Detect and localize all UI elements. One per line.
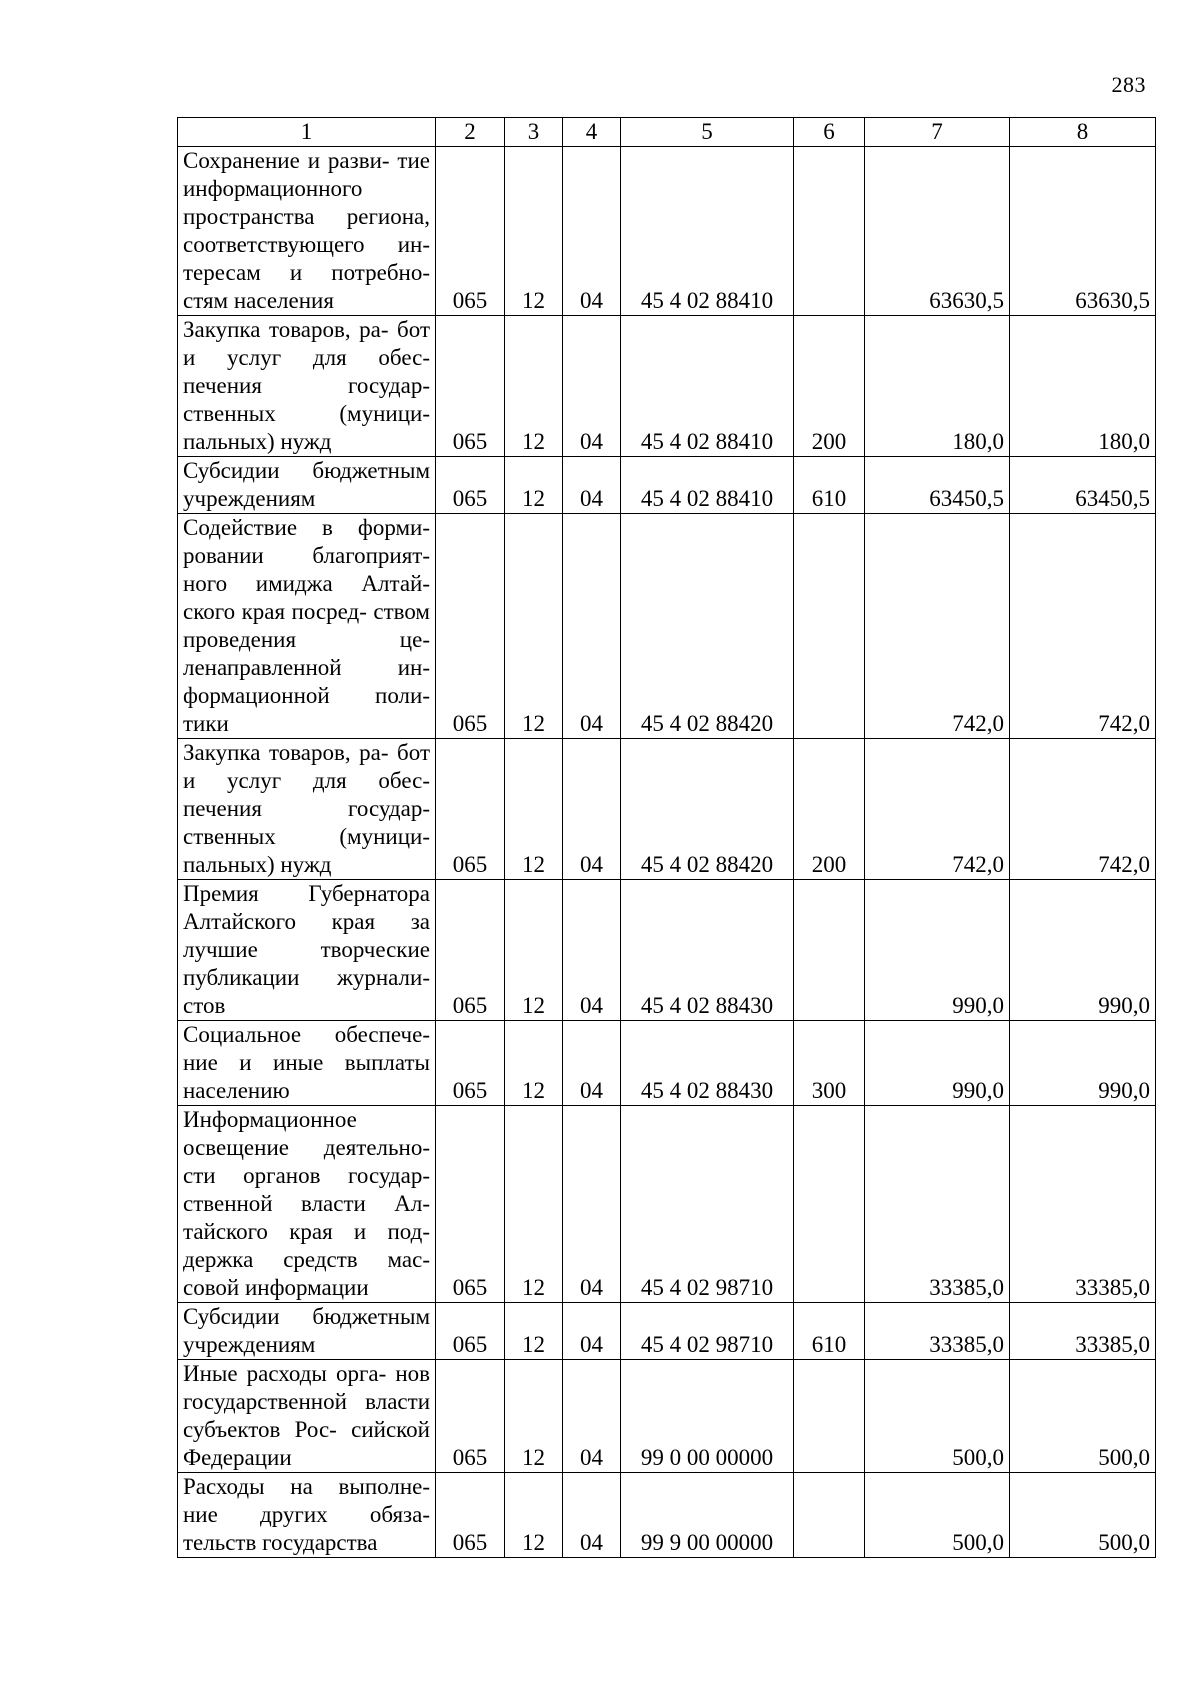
amount-cell: 180,0: [865, 316, 1010, 457]
section-code-cell: 12: [505, 1021, 563, 1106]
amount-cell: 990,0: [1010, 880, 1156, 1021]
subsection-code-cell: 04: [563, 880, 621, 1021]
column-header: 6: [794, 118, 865, 147]
table-row: [178, 1303, 1156, 1360]
amount-cell: 990,0: [865, 1021, 1010, 1106]
expense-type-cell: [794, 1106, 865, 1303]
column-header: 4: [563, 118, 621, 147]
subsection-code-cell: 04: [563, 1106, 621, 1303]
amount-cell: 742,0: [1010, 514, 1156, 739]
subsection-code-cell: 04: [563, 457, 621, 514]
amount-cell: 500,0: [1010, 1473, 1156, 1558]
table-row: [178, 1473, 1156, 1558]
expense-name-cell: Закупка товаров, ра- бот и услуг для обес- печения государ- ственных (муници- пальных) нужд: [178, 316, 436, 457]
amount-cell: 33385,0: [865, 1303, 1010, 1360]
budget-table: [177, 117, 1156, 1558]
header-row: [178, 118, 1156, 147]
table-row: [178, 1106, 1156, 1303]
subsection-code-cell: 04: [563, 147, 621, 316]
section-code-cell: 12: [505, 1360, 563, 1473]
section-code-cell: 12: [505, 1106, 563, 1303]
expense-name-cell: Премия Губернатора Алтайского края за лучшие творческие публикации журнали- стов: [178, 880, 436, 1021]
page-number: 283: [1111, 72, 1146, 97]
section-code-cell: 12: [505, 1303, 563, 1360]
ministry-code-cell: 065: [436, 316, 505, 457]
table-row: [178, 147, 1156, 316]
ministry-code-cell: 065: [436, 457, 505, 514]
expense-name-cell: Закупка товаров, ра- бот и услуг для обес- печения государ- ственных (муници- пальных) нужд: [178, 739, 436, 880]
target-article-cell: 45 4 02 88420: [621, 739, 794, 880]
expense-type-cell: [794, 1360, 865, 1473]
subsection-code-cell: 04: [563, 739, 621, 880]
expense-name-cell: Субсидии бюджетным учреждениям: [178, 1303, 436, 1360]
expense-type-cell: 610: [794, 1303, 865, 1360]
expense-type-cell: 200: [794, 739, 865, 880]
ministry-code-cell: 065: [436, 1021, 505, 1106]
amount-cell: 500,0: [865, 1360, 1010, 1473]
section-code-cell: 12: [505, 1473, 563, 1558]
subsection-code-cell: 04: [563, 1473, 621, 1558]
table-row: [178, 316, 1156, 457]
ministry-code-cell: 065: [436, 514, 505, 739]
subsection-code-cell: 04: [563, 1303, 621, 1360]
amount-cell: 63630,5: [865, 147, 1010, 316]
expense-name-cell: Расходы на выполне- ние других обяза- тельств государства: [178, 1473, 436, 1558]
amount-cell: 990,0: [1010, 1021, 1156, 1106]
ministry-code-cell: 065: [436, 880, 505, 1021]
ministry-code-cell: 065: [436, 1360, 505, 1473]
column-header: 8: [1010, 118, 1156, 147]
column-header: 5: [621, 118, 794, 147]
section-code-cell: 12: [505, 147, 563, 316]
amount-cell: 500,0: [1010, 1360, 1156, 1473]
section-code-cell: 12: [505, 514, 563, 739]
target-article-cell: 99 9 00 00000: [621, 1473, 794, 1558]
amount-cell: 180,0: [1010, 316, 1156, 457]
expense-type-cell: [794, 880, 865, 1021]
column-header: 2: [436, 118, 505, 147]
table-row: [178, 1021, 1156, 1106]
amount-cell: 33385,0: [1010, 1106, 1156, 1303]
ministry-code-cell: 065: [436, 739, 505, 880]
expense-name-cell: Иные расходы орга- нов государственной власти субъектов Рос- сийской Федерации: [178, 1360, 436, 1473]
amount-cell: 742,0: [865, 739, 1010, 880]
column-header: 7: [865, 118, 1010, 147]
target-article-cell: 45 4 02 88410: [621, 457, 794, 514]
expense-type-cell: 300: [794, 1021, 865, 1106]
subsection-code-cell: 04: [563, 1360, 621, 1473]
expense-type-cell: 610: [794, 457, 865, 514]
table-row: [178, 514, 1156, 739]
section-code-cell: 12: [505, 457, 563, 514]
subsection-code-cell: 04: [563, 316, 621, 457]
amount-cell: 742,0: [865, 514, 1010, 739]
amount-cell: 63630,5: [1010, 147, 1156, 316]
expense-name-cell: Сохранение и разви- тие информационного пространства региона, соответствующего ин- тересам и потребно- стям населения: [178, 147, 436, 316]
target-article-cell: 45 4 02 88410: [621, 147, 794, 316]
expense-name-cell: Субсидии бюджетным учреждениям: [178, 457, 436, 514]
table-row: [178, 880, 1156, 1021]
target-article-cell: 99 0 00 00000: [621, 1360, 794, 1473]
table-row: [178, 739, 1156, 880]
expense-name-cell: Информационное освещение деятельно- сти органов государ- ственной власти Ал- тайского края и под- держка средств мас- совой информации: [178, 1106, 436, 1303]
table-row: [178, 457, 1156, 514]
expense-type-cell: [794, 514, 865, 739]
target-article-cell: 45 4 02 98710: [621, 1303, 794, 1360]
column-header: 1: [178, 118, 436, 147]
amount-cell: 33385,0: [1010, 1303, 1156, 1360]
ministry-code-cell: 065: [436, 1473, 505, 1558]
expense-type-cell: 200: [794, 316, 865, 457]
target-article-cell: 45 4 02 88430: [621, 880, 794, 1021]
target-article-cell: 45 4 02 88430: [621, 1021, 794, 1106]
expense-type-cell: [794, 1473, 865, 1558]
ministry-code-cell: 065: [436, 1106, 505, 1303]
amount-cell: 742,0: [1010, 739, 1156, 880]
amount-cell: 500,0: [865, 1473, 1010, 1558]
amount-cell: 33385,0: [865, 1106, 1010, 1303]
target-article-cell: 45 4 02 88410: [621, 316, 794, 457]
target-article-cell: 45 4 02 98710: [621, 1106, 794, 1303]
section-code-cell: 12: [505, 316, 563, 457]
ministry-code-cell: 065: [436, 147, 505, 316]
expense-name-cell: Социальное обеспече- ние и иные выплаты населению: [178, 1021, 436, 1106]
expense-type-cell: [794, 147, 865, 316]
table-row: [178, 1360, 1156, 1473]
column-header: 3: [505, 118, 563, 147]
subsection-code-cell: 04: [563, 1021, 621, 1106]
section-code-cell: 12: [505, 880, 563, 1021]
subsection-code-cell: 04: [563, 514, 621, 739]
target-article-cell: 45 4 02 88420: [621, 514, 794, 739]
amount-cell: 63450,5: [865, 457, 1010, 514]
section-code-cell: 12: [505, 739, 563, 880]
amount-cell: 63450,5: [1010, 457, 1156, 514]
expense-name-cell: Содействие в форми- ровании благоприят- ного имиджа Алтай- ского края посред- ством проведения це- ленаправленной ин- формационной поли- тики: [178, 514, 436, 739]
ministry-code-cell: 065: [436, 1303, 505, 1360]
amount-cell: 990,0: [865, 880, 1010, 1021]
